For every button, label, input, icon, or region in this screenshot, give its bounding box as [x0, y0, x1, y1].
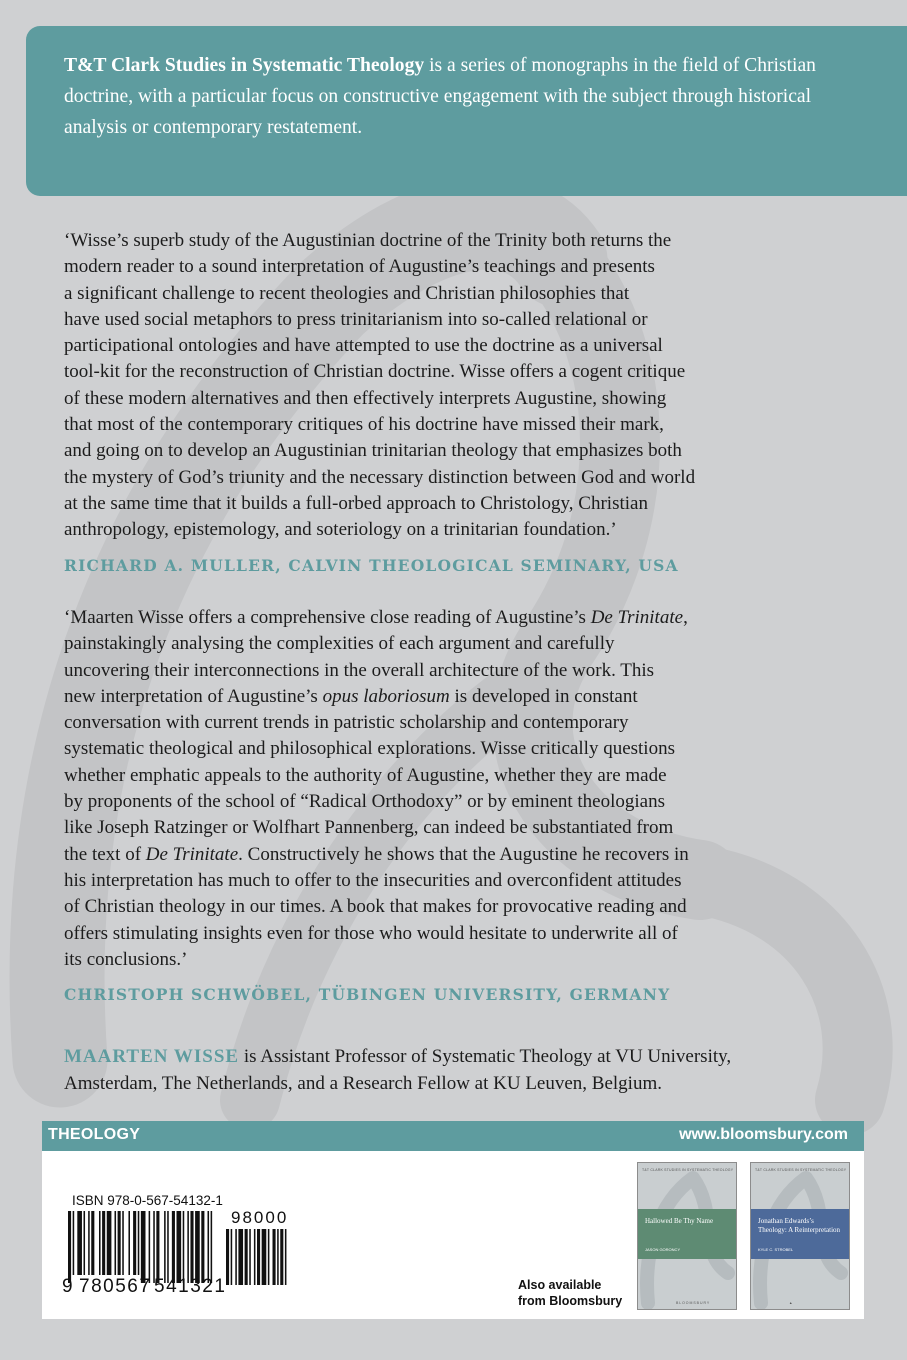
quote-line: ‘Wisse’s superb study of the Augustinian doctrine of the Trinity both returns the — [64, 230, 672, 251]
series-description — [26, 26, 907, 196]
barcode-bar — [177, 1211, 182, 1283]
addon-barcode-bar — [254, 1229, 256, 1285]
quote-text: by proponents of the school of “Radical Orthodoxy” or by eminent theologians — [64, 791, 666, 813]
quote-italic-text: opus laboriosum — [322, 685, 450, 707]
also-available-line1: Also available — [518, 1278, 602, 1292]
barcode-bar — [88, 1211, 90, 1275]
barcode-bar — [172, 1211, 175, 1283]
category-label: THEOLOGY — [48, 1126, 141, 1143]
barcode-bar — [84, 1211, 86, 1275]
category-bar — [42, 1121, 864, 1151]
barcode-bar — [149, 1211, 151, 1283]
author-name: MAARTEN WISSE — [64, 1046, 240, 1067]
addon-barcode-bar — [285, 1229, 287, 1285]
barcode-bar — [77, 1211, 82, 1275]
barcode-digits-left: 780567 — [79, 1276, 152, 1297]
related-book-cover[interactable] — [638, 1163, 736, 1309]
barcode-bar — [115, 1211, 117, 1275]
addon-barcode-bar — [238, 1229, 243, 1285]
quote-text: like Joseph Ratzinger or Wolfhart Pannenberg, can indeed be substantiated from — [64, 817, 674, 839]
barcode-bar — [68, 1211, 71, 1283]
barcode-bar — [153, 1211, 155, 1283]
quote-line: have used social metaphors to press trinitarianism into so-called relational or — [64, 308, 648, 330]
series-name: T&T Clark Studies in Systematic Theology — [64, 55, 425, 76]
quote-text: its conclusions.’ — [64, 948, 188, 970]
quote-text: offers stimulating insights even for those who would hesitate to underwrite all of — [64, 922, 678, 944]
barcode-bar — [73, 1211, 75, 1275]
endorsement-attribution: RICHARD A. MULLER, CALVIN THEOLOGICAL SEMINARY, USA — [64, 555, 679, 575]
quote-text: his interpretation has much to offer to the insecurities and overconfident attitudes — [64, 869, 682, 891]
quote-italic-text: De Trinitate — [145, 843, 239, 865]
barcode-bar — [91, 1211, 94, 1275]
quote-italic-text: De Trinitate — [590, 607, 684, 628]
book-title: Jonathan Edwards’s Theology: A Reinterpretation — [751, 1209, 849, 1259]
also-available-line2: from Bloomsbury — [518, 1294, 623, 1308]
barcode-digit-prefix: 9 — [62, 1276, 73, 1297]
endorsement-quote — [64, 605, 854, 973]
quote-line: of these modern alternatives and then effectively interprets Augustine, showing — [64, 387, 667, 409]
author-bio — [64, 1044, 854, 1097]
barcode-bar — [118, 1211, 121, 1275]
addon-barcode-bar — [277, 1229, 279, 1285]
addon-barcode-bar — [226, 1229, 229, 1285]
addon-barcode-bar — [235, 1229, 237, 1285]
price-code: 98000 — [231, 1208, 289, 1227]
addon-barcode-bar — [249, 1229, 251, 1285]
barcode-bar — [183, 1211, 185, 1283]
book-author: KYLE C. STROBEL — [758, 1247, 794, 1252]
addon-barcode-bar — [231, 1229, 233, 1285]
endorsement-quote — [64, 228, 854, 544]
book-author: JASON GORONCY — [645, 1247, 681, 1252]
book-series-label: T&T CLARK STUDIES IN SYSTEMATIC THEOLOGY — [755, 1168, 847, 1172]
barcode-bar — [128, 1211, 130, 1275]
series-text: is a series of monographs in the field of Christian doctrine, with a particular focus on constructive engagement with the subject through historical analysis or contemporary restatement. — [64, 55, 816, 138]
barcode-bar — [211, 1211, 213, 1283]
quote-text: of Christian theology in our times. A book that makes for provocative reading and — [64, 896, 687, 918]
quote-text: whether emphatic appeals to the authority of Augustine, whether they are made — [64, 764, 667, 786]
barcode-bar — [99, 1211, 101, 1275]
endorsement-2 — [64, 605, 854, 1004]
book-title: Hallowed Be Thy Name — [638, 1209, 736, 1259]
also-available-label — [518, 1277, 622, 1309]
barcode-bar — [167, 1211, 169, 1283]
addon-barcode-bar — [280, 1229, 283, 1285]
addon-barcode-bar — [273, 1229, 276, 1285]
quote-line: that most of the contemporary critiques of his doctrine have missed their mark, — [64, 414, 664, 436]
isbn-label: ISBN 978-0-567-54132-1 — [72, 1193, 223, 1208]
quote-text: . Constructively he shows that the Augustine he recovers in — [238, 843, 689, 865]
barcode-bar — [102, 1211, 105, 1275]
addon-barcode-bar — [257, 1229, 260, 1285]
barcode-bar — [201, 1211, 204, 1283]
addon-barcode-bar — [245, 1229, 248, 1285]
quote-text: conversation with current trends in patristic scholarship and contemporary — [64, 712, 629, 734]
quote-line: tool-kit for the reconstruction of Christian doctrine. Wisse offers a cogent critique — [64, 361, 686, 383]
related-book-cover[interactable] — [751, 1163, 849, 1309]
barcode-bar — [156, 1211, 159, 1283]
book-publisher-logo: ▲ — [789, 1301, 793, 1305]
barcode-bar — [164, 1211, 166, 1283]
author-bio-line2: Amsterdam, The Netherlands, and a Research Fellow at KU Leuven, Belgium. — [64, 1072, 662, 1094]
endorsement-1 — [64, 228, 854, 575]
quote-text: the text of — [64, 843, 146, 865]
publisher-website-link[interactable]: www.bloomsbury.com — [679, 1126, 848, 1143]
endorsement-attribution: CHRISTOPH SCHWÖBEL, TÜBINGEN UNIVERSITY, GERMANY — [64, 985, 671, 1005]
quote-text: uncovering their interconnections in the overall architecture of the work. This — [64, 659, 655, 681]
quote-text: is developed in constant — [449, 685, 638, 707]
barcode-bar — [107, 1211, 112, 1275]
barcode-bar — [190, 1211, 193, 1283]
quote-line: the mystery of God’s triunity and the necessary distinction between God and world — [64, 466, 696, 488]
barcode-bar — [187, 1211, 189, 1283]
addon-barcode-bar — [268, 1229, 270, 1285]
addon-barcode-bar — [262, 1229, 267, 1285]
quote-line: anthropology, epistemology, and soteriology on a trinitarian foundation.’ — [64, 519, 617, 541]
quote-text: ‘Maarten Wisse offers a comprehensive close reading of Augustine’s — [64, 607, 591, 628]
barcode-bar — [208, 1211, 210, 1283]
quote-line: participational ontologies and have attempted to use the doctrine as a universal — [64, 335, 663, 357]
book-series-label: T&T CLARK STUDIES IN SYSTEMATIC THEOLOGY — [642, 1168, 734, 1172]
quote-text: systematic theological and philosophical explorations. Wisse critically questions — [64, 738, 675, 760]
quote-line: a significant challenge to recent theologies and Christian philosophies that — [64, 282, 630, 304]
barcode-bar — [133, 1211, 136, 1275]
barcode-digits-right: 541321 — [154, 1276, 227, 1297]
quote-text: painstakingly analysing the complexities of each argument and carefully — [64, 633, 615, 655]
barcode-bar — [122, 1211, 124, 1275]
quote-text: , — [683, 607, 688, 628]
barcode-bar — [138, 1211, 140, 1275]
quote-line: modern reader to a sound interpretation of Augustine’s teachings and presents — [64, 256, 655, 278]
barcode-bar — [195, 1211, 200, 1283]
author-bio-line1: is Assistant Professor of Systematic Theology at VU University, — [239, 1046, 732, 1067]
book-publisher-logo: B L O O M S B U R Y — [676, 1301, 710, 1305]
quote-text: new interpretation of Augustine’s — [64, 685, 323, 707]
quote-line: at the same time that it builds a full-orbed approach to Christology, Christian — [64, 492, 648, 514]
quote-line: and going on to develop an Augustinian trinitarian theology that emphasizes both — [64, 440, 682, 462]
barcode-bar — [141, 1211, 146, 1283]
